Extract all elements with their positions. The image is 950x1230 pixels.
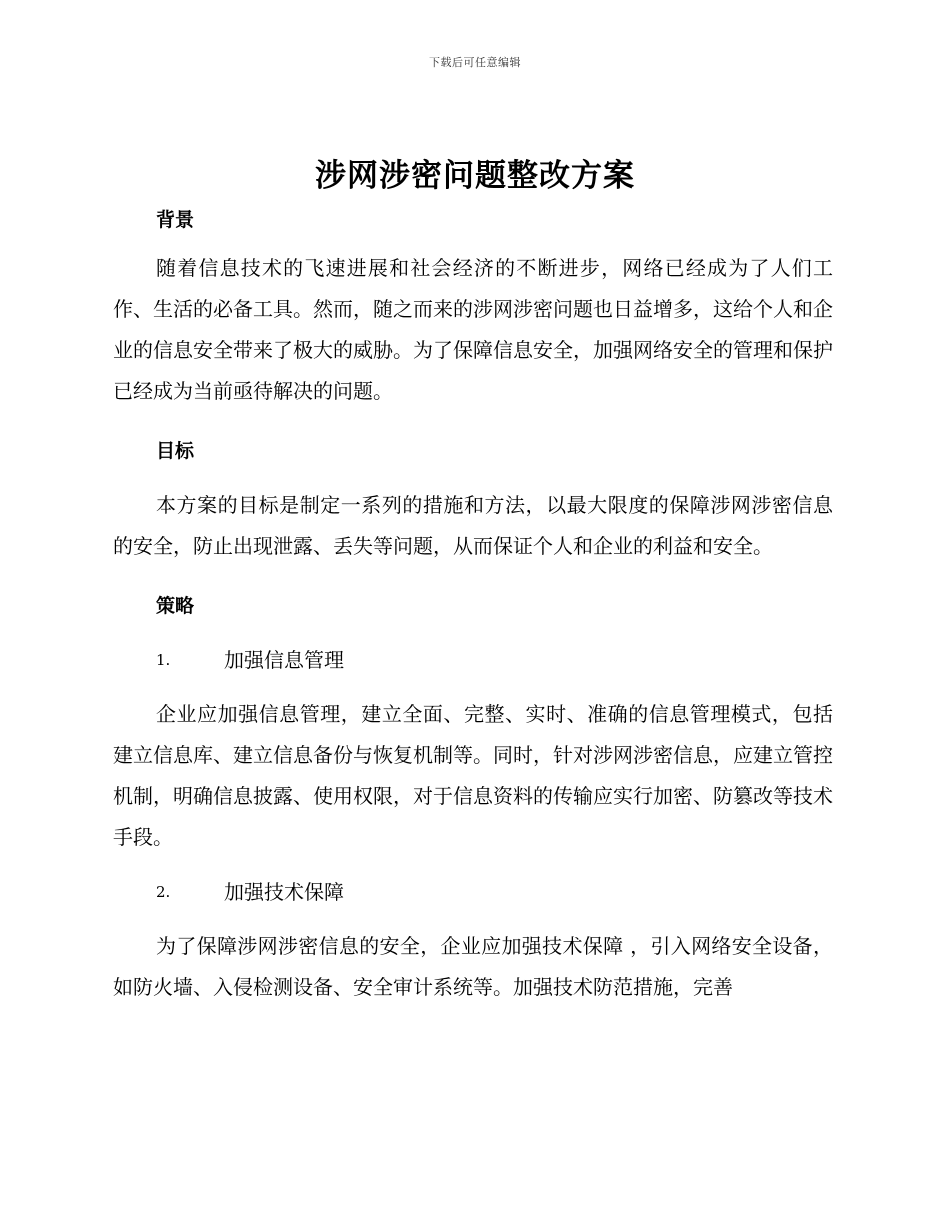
item-title: 加强技术保障 <box>224 880 344 904</box>
paragraph-goal: 本方案的目标是制定一系列的措施和方法，以最大限度的保障涉网涉密信息的安全，防止出现泄露、丢失等问题，从而保证个人和企业的利益和安全。 <box>113 493 833 558</box>
item-number: 2. <box>156 883 171 901</box>
strategy-item-1 <box>113 640 833 680</box>
item-title: 加强信息管理 <box>224 648 344 672</box>
heading-background: 背景 <box>156 209 195 231</box>
document-title: 涉网涉密问题整改方案 <box>315 158 635 194</box>
heading-goal: 目标 <box>156 440 195 462</box>
document-body <box>113 200 833 1008</box>
strategy-item-2 <box>113 872 833 912</box>
paragraph-strategy-1: 企业应加强信息管理，建立全面、完整、实时、准确的信息管理模式，包括建立信息库、建立信息备份与恢复机制等。同时，针对涉网涉密信息，应建立管控机制，明确信息披露、使用权限，对于信息资料的传输应实行加密、防篡改等技术手段。 <box>113 702 833 849</box>
paragraph-strategy-2: 为了保障涉网涉密信息的安全，企业应加强技术保障 ，引入网络安全设备，如防火墙、入侵检测设备、安全审计系统等。加强技术防范措施，完善 <box>113 934 833 999</box>
item-number: 1. <box>156 651 171 669</box>
paragraph-background: 随着信息技术的飞速进展和社会经济的不断进步，网络已经成为了人们工作、生活的必备工具。然而，随之而来的涉网涉密问题也日益增多，这给个人和企业的信息安全带来了极大的威胁。为了保障信息安全，加强网络安全的管理和保护已经成为当前亟待解决的问题。 <box>113 256 833 403</box>
heading-strategy: 策略 <box>156 595 195 617</box>
header-note: 下载后可任意编辑 <box>429 56 521 69</box>
